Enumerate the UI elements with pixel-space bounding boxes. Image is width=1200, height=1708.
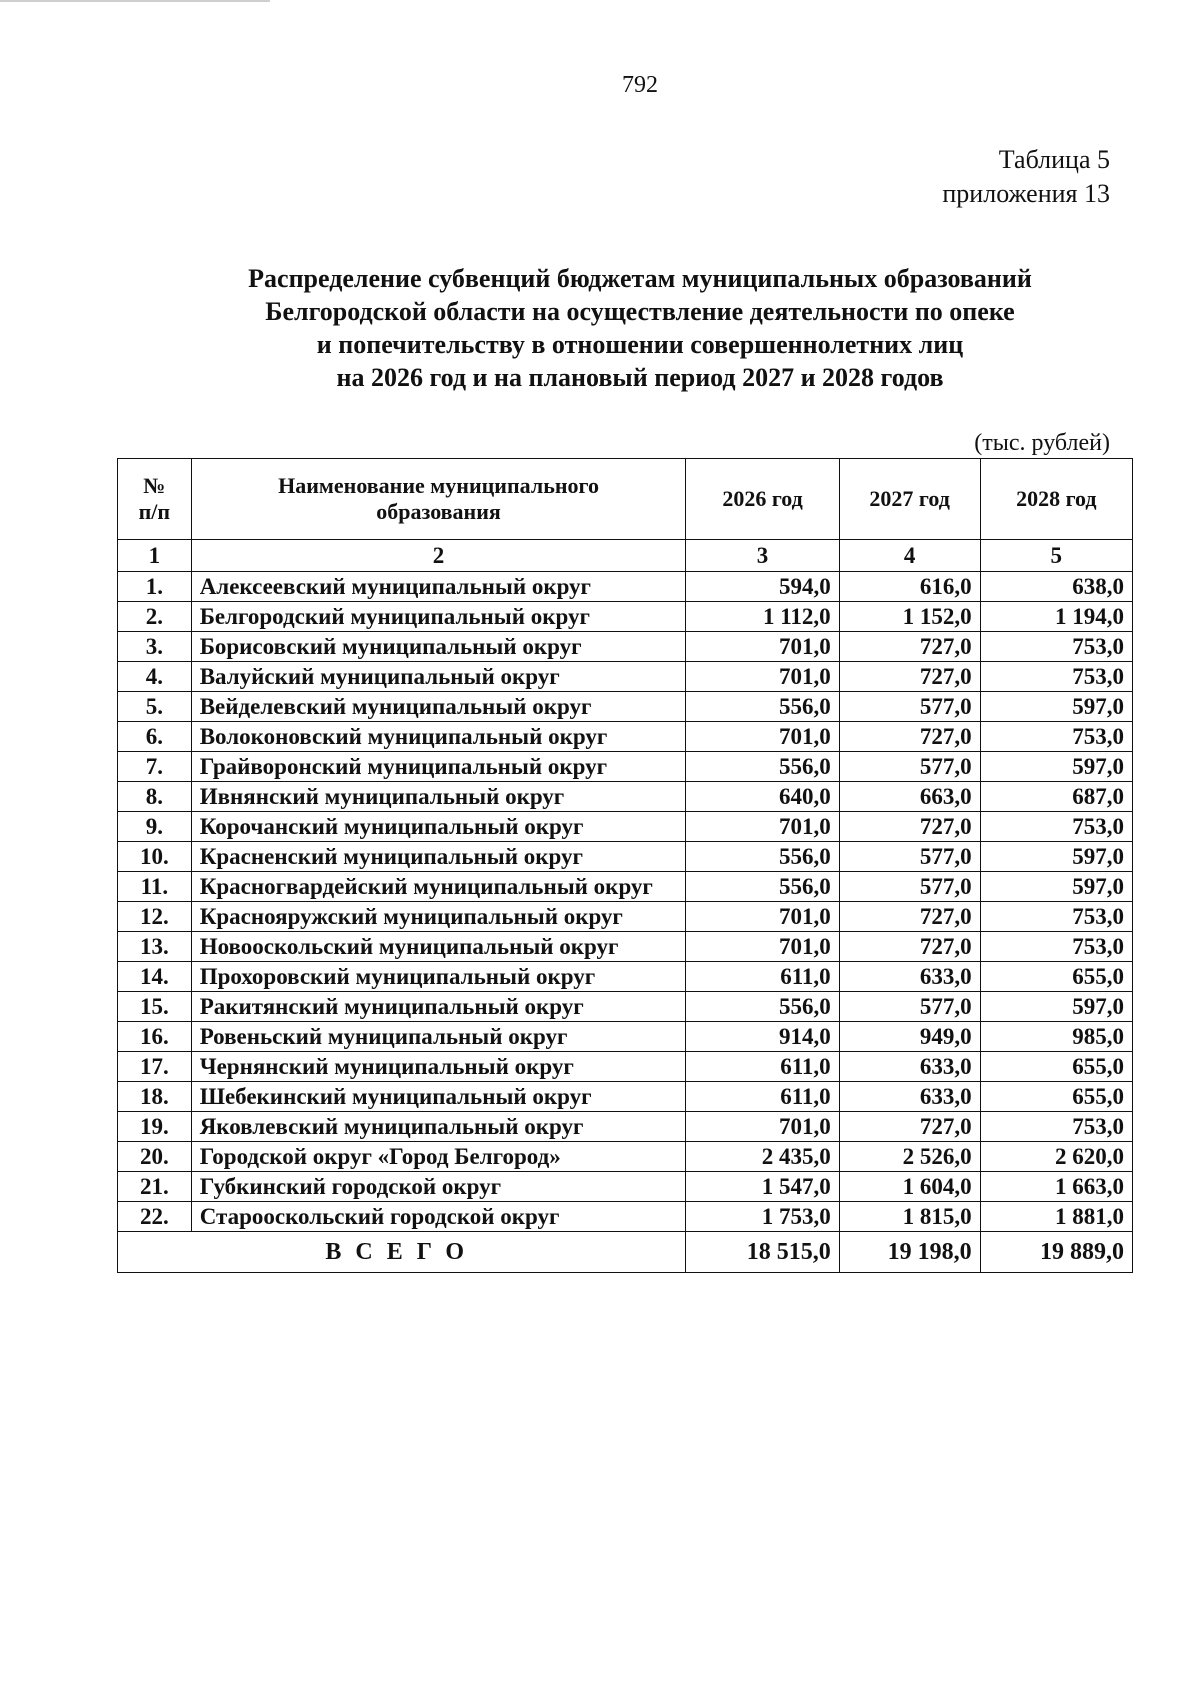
value-2026: 556,0: [686, 842, 839, 872]
value-2028: 753,0: [980, 812, 1132, 842]
value-2028: 1 663,0: [980, 1172, 1132, 1202]
value-2026: 556,0: [686, 752, 839, 782]
value-2026: 1 112,0: [686, 602, 839, 632]
municipality-name: Волоконовский муниципальный округ: [191, 722, 686, 752]
document-title: [120, 262, 1160, 394]
value-2027: 1 152,0: [839, 602, 980, 632]
row-index: 11.: [118, 872, 192, 902]
table-row: [118, 962, 1133, 992]
value-2026: 556,0: [686, 872, 839, 902]
row-index: 10.: [118, 842, 192, 872]
municipality-name: Борисовский муниципальный округ: [191, 632, 686, 662]
row-index: 16.: [118, 1022, 192, 1052]
value-2028: 597,0: [980, 752, 1132, 782]
row-index: 12.: [118, 902, 192, 932]
column-number-row: [118, 540, 1133, 572]
table-row: [118, 992, 1133, 1022]
row-index: 14.: [118, 962, 192, 992]
row-index: 21.: [118, 1172, 192, 1202]
municipality-name: Старооскольский городской округ: [191, 1202, 686, 1232]
value-2027: 727,0: [839, 1112, 980, 1142]
value-2027: 1 815,0: [839, 1202, 980, 1232]
value-2028: 753,0: [980, 632, 1132, 662]
municipality-name: Красногвардейский муниципальный округ: [191, 872, 686, 902]
municipality-name: Чернянский муниципальный округ: [191, 1052, 686, 1082]
table-row: [118, 752, 1133, 782]
value-2026: 1 753,0: [686, 1202, 839, 1232]
row-index: 1.: [118, 572, 192, 602]
row-index: 17.: [118, 1052, 192, 1082]
row-index: 18.: [118, 1082, 192, 1112]
value-2028: 597,0: [980, 992, 1132, 1022]
value-2026: 556,0: [686, 692, 839, 722]
municipality-name: Алексеевский муниципальный округ: [191, 572, 686, 602]
table-row: [118, 1112, 1133, 1142]
table-header: [118, 459, 1133, 540]
header-index: [118, 459, 192, 540]
table-row: [118, 812, 1133, 842]
row-index: 15.: [118, 992, 192, 1022]
header-2028: 2028 год: [980, 459, 1132, 540]
value-2027: 1 604,0: [839, 1172, 980, 1202]
value-2027: 577,0: [839, 692, 980, 722]
value-2027: 577,0: [839, 872, 980, 902]
municipality-name: Белгородский муниципальный округ: [191, 602, 686, 632]
row-index: 6.: [118, 722, 192, 752]
row-index: 5.: [118, 692, 192, 722]
column-number: 3: [686, 540, 839, 572]
value-2027: 727,0: [839, 812, 980, 842]
table-row: [118, 692, 1133, 722]
value-2027: 727,0: [839, 902, 980, 932]
row-index: 8.: [118, 782, 192, 812]
value-2028: 753,0: [980, 722, 1132, 752]
value-2027: 727,0: [839, 932, 980, 962]
table-row: [118, 602, 1133, 632]
value-2026: 594,0: [686, 572, 839, 602]
value-2028: 655,0: [980, 1082, 1132, 1112]
value-2028: 753,0: [980, 902, 1132, 932]
table-row: [118, 1202, 1133, 1232]
municipality-name: Краснояружский муниципальный округ: [191, 902, 686, 932]
value-2027: 949,0: [839, 1022, 980, 1052]
column-number: 2: [191, 540, 686, 572]
row-index: 7.: [118, 752, 192, 782]
value-2027: 633,0: [839, 1082, 980, 1112]
value-2027: 633,0: [839, 962, 980, 992]
table-row: [118, 1052, 1133, 1082]
title-line4: на 2026 год и на плановый период 2027 и 2028 годов: [336, 363, 944, 392]
column-number: 4: [839, 540, 980, 572]
value-2028: 985,0: [980, 1022, 1132, 1052]
value-2028: 687,0: [980, 782, 1132, 812]
value-2028: 655,0: [980, 962, 1132, 992]
municipality-name: Шебекинский муниципальный округ: [191, 1082, 686, 1112]
table-footer: [118, 1232, 1133, 1273]
value-2028: 1 881,0: [980, 1202, 1132, 1232]
scan-edge-mark: [0, 0, 270, 2]
municipality-name: Ракитянский муниципальный округ: [191, 992, 686, 1022]
row-index: 13.: [118, 932, 192, 962]
header-index-line2: п/п: [138, 499, 171, 524]
table-row: [118, 1172, 1133, 1202]
column-number: 1: [118, 540, 192, 572]
total-label: ВСЕГО: [118, 1232, 686, 1273]
value-2028: 655,0: [980, 1052, 1132, 1082]
value-2028: 597,0: [980, 872, 1132, 902]
municipality-name: Прохоровский муниципальный округ: [191, 962, 686, 992]
value-2026: 2 435,0: [686, 1142, 839, 1172]
municipality-name: Яковлевский муниципальный округ: [191, 1112, 686, 1142]
total-row: [118, 1232, 1133, 1273]
units-label: (тыс. рублей): [974, 430, 1110, 456]
value-2027: 663,0: [839, 782, 980, 812]
value-2027: 577,0: [839, 752, 980, 782]
value-2026: 914,0: [686, 1022, 839, 1052]
municipality-name: Ровеньский муниципальный округ: [191, 1022, 686, 1052]
municipality-name: Городской округ «Город Белгород»: [191, 1142, 686, 1172]
value-2027: 727,0: [839, 632, 980, 662]
value-2028: 753,0: [980, 932, 1132, 962]
value-2028: 753,0: [980, 662, 1132, 692]
table-row: [118, 632, 1133, 662]
table-row: [118, 872, 1133, 902]
header-name: [191, 459, 686, 540]
value-2027: 633,0: [839, 1052, 980, 1082]
municipality-name: Ивнянский муниципальный округ: [191, 782, 686, 812]
title-line3: и попечительству в отношении совершеннолетних лиц: [316, 330, 964, 359]
total-2028: 19 889,0: [980, 1232, 1132, 1273]
value-2026: 611,0: [686, 1082, 839, 1112]
value-2028: 597,0: [980, 692, 1132, 722]
value-2026: 701,0: [686, 662, 839, 692]
row-index: 19.: [118, 1112, 192, 1142]
table-row: [118, 932, 1133, 962]
row-index: 2.: [118, 602, 192, 632]
value-2027: 727,0: [839, 662, 980, 692]
table-row: [118, 722, 1133, 752]
value-2026: 701,0: [686, 1112, 839, 1142]
value-2026: 611,0: [686, 962, 839, 992]
table-row: [118, 782, 1133, 812]
municipality-name: Грайворонский муниципальный округ: [191, 752, 686, 782]
row-index: 20.: [118, 1142, 192, 1172]
row-index: 9.: [118, 812, 192, 842]
value-2028: 753,0: [980, 1112, 1132, 1142]
header-name-line2: образования: [376, 499, 501, 524]
column-number: 5: [980, 540, 1132, 572]
municipality-name: Губкинский городской округ: [191, 1172, 686, 1202]
total-2026: 18 515,0: [686, 1232, 839, 1273]
municipality-name: Валуйский муниципальный округ: [191, 662, 686, 692]
table-reference: [942, 143, 1110, 211]
row-index: 4.: [118, 662, 192, 692]
row-index: 3.: [118, 632, 192, 662]
value-2027: 577,0: [839, 842, 980, 872]
header-row: [118, 459, 1133, 540]
value-2028: 2 620,0: [980, 1142, 1132, 1172]
total-2027: 19 198,0: [839, 1232, 980, 1273]
header-index-line1: №: [143, 473, 166, 498]
value-2028: 597,0: [980, 842, 1132, 872]
table-row: [118, 902, 1133, 932]
table-ref-line1: Таблица 5: [998, 145, 1110, 174]
header-2027: 2027 год: [839, 459, 980, 540]
value-2027: 577,0: [839, 992, 980, 1022]
municipality-name: Красненский муниципальный округ: [191, 842, 686, 872]
value-2027: 727,0: [839, 722, 980, 752]
value-2026: 611,0: [686, 1052, 839, 1082]
title-line1: Распределение субвенций бюджетам муниципальных образований: [248, 264, 1032, 293]
value-2026: 701,0: [686, 632, 839, 662]
table-row: [118, 1142, 1133, 1172]
value-2028: 638,0: [980, 572, 1132, 602]
header-name-line1: Наименование муниципального: [278, 473, 599, 498]
value-2027: 616,0: [839, 572, 980, 602]
value-2026: 701,0: [686, 932, 839, 962]
table-body: [118, 540, 1133, 1232]
value-2028: 1 194,0: [980, 602, 1132, 632]
value-2026: 701,0: [686, 722, 839, 752]
municipality-name: Корочанский муниципальный округ: [191, 812, 686, 842]
value-2026: 1 547,0: [686, 1172, 839, 1202]
value-2026: 640,0: [686, 782, 839, 812]
table-row: [118, 1082, 1133, 1112]
municipality-name: Новооскольский муниципальный округ: [191, 932, 686, 962]
table-row: [118, 662, 1133, 692]
value-2027: 2 526,0: [839, 1142, 980, 1172]
value-2026: 701,0: [686, 812, 839, 842]
row-index: 22.: [118, 1202, 192, 1232]
value-2026: 556,0: [686, 992, 839, 1022]
municipality-name: Вейделевский муниципальный округ: [191, 692, 686, 722]
table-row: [118, 572, 1133, 602]
page-number: 792: [622, 72, 658, 98]
value-2026: 701,0: [686, 902, 839, 932]
subvention-table: [117, 458, 1133, 1273]
table-row: [118, 842, 1133, 872]
table-row: [118, 1022, 1133, 1052]
header-2026: 2026 год: [686, 459, 839, 540]
table-ref-line2: приложения 13: [942, 179, 1110, 208]
title-line2: Белгородской области на осуществление деятельности по опеке: [265, 297, 1015, 326]
